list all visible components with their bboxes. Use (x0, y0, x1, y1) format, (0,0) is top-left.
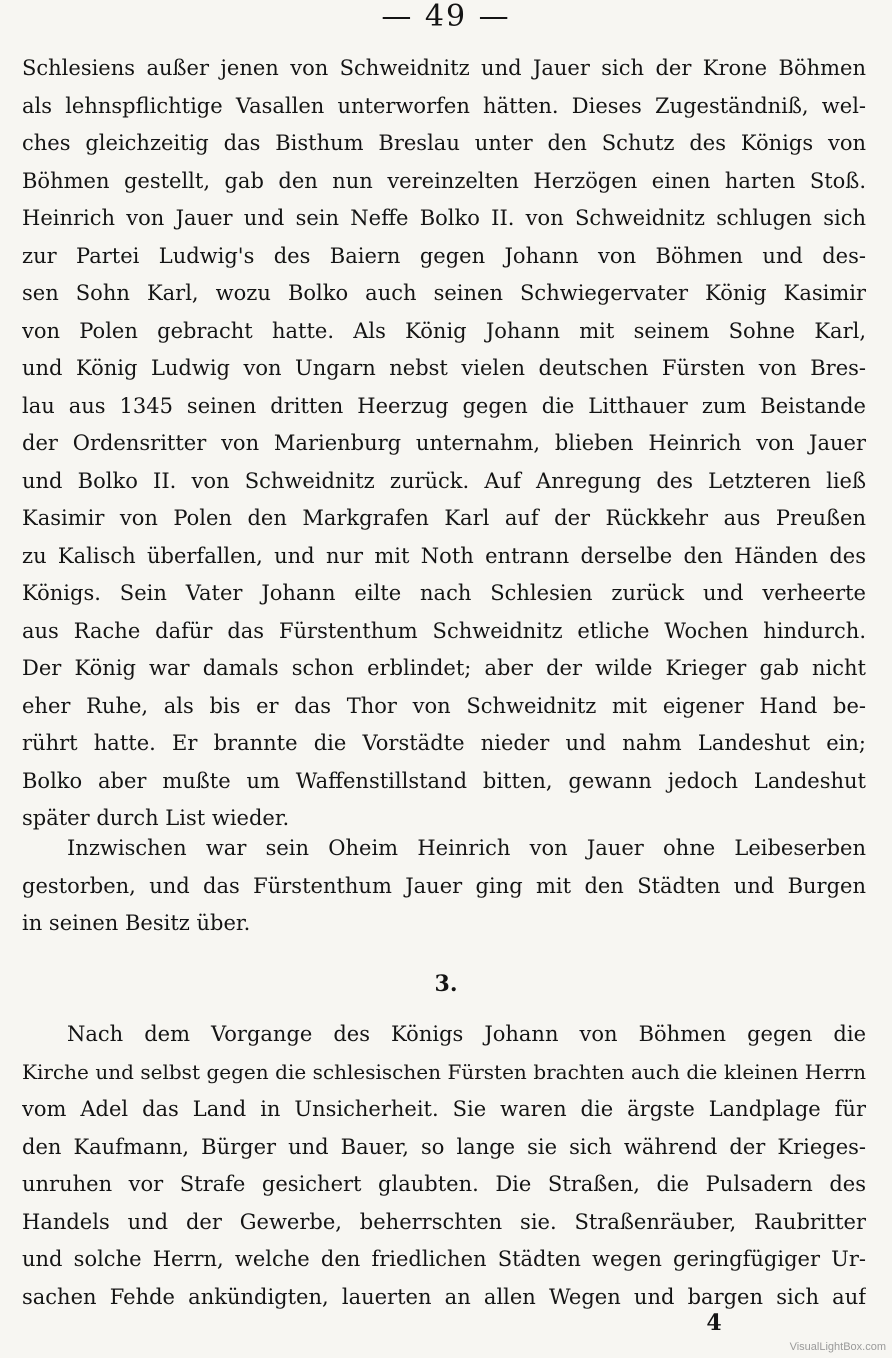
text-line: zur Partei Ludwig's des Baiern gegen Johann von Böhmen und des- (22, 243, 866, 268)
text-line: ches gleichzeitig das Bisthum Breslau unter den Schutz des Königs von (22, 131, 866, 155)
text-line: unruhen vor Strafe gesichert glaubten. Die Straßen, die Pulsadern des (22, 1172, 866, 1196)
text-line: Handels und der Gewerbe, beherrschten sie. Straßenräuber, Raubritter (22, 1209, 866, 1234)
text-line: gestorben, und das Fürstenthum Jauer ging mit den Städten und Burgen (22, 873, 866, 898)
text-line: als lehnspflichtige Vasallen unterworfen hätten. Dieses Zugeständniß, wel- (22, 93, 866, 118)
text-line: Königs. Sein Vater Johann eilte nach Schlesien zurück und verheerte (22, 581, 866, 605)
text-line: den Kaufmann, Bürger und Bauer, so lange sie sich während der Krieges- (22, 1134, 866, 1159)
text-line: Heinrich von Jauer und sein Neffe Bolko II. von Schweidnitz schlugen sich (22, 206, 866, 230)
text-line: aus Rache dafür das Fürstenthum Schweidnitz etliche Wochen hindurch. (22, 618, 866, 643)
text-line: Bolko aber mußte um Waffenstillstand bitten, gewann jedoch Landeshut (22, 768, 866, 793)
paragraph-2 (22, 830, 866, 943)
text-line: Kirche und selbst gegen die schlesischen Fürsten brachten auch die kleinen Herrn (22, 1059, 866, 1084)
page-number: — 49 — (381, 0, 511, 34)
text-line: sen Sohn Karl, wozu Bolko auch seinen Schwiegervater König Kasimir (22, 281, 866, 305)
text-line: und König Ludwig von Ungarn nebst vielen deutschen Fürsten von Bres- (22, 356, 866, 380)
text-line: Böhmen gestellt, gab den nun vereinzelten Herzögen einen harten Stoß. (22, 168, 866, 193)
paragraph-3 (22, 1016, 866, 1316)
text-line: und solche Herrn, welche den friedlichen Städten wegen geringfügiger Ur- (22, 1247, 866, 1271)
text-line: Der König war damals schon erblindet; aber der wilde Krieger gab nicht (22, 656, 866, 680)
text-line: später durch List wieder. (22, 806, 290, 830)
text-line: von Polen gebracht hatte. Als König Johann mit seinem Sohne Karl, (22, 318, 866, 343)
signature-mark: 4 (706, 1310, 722, 1336)
text-line: rührt hatte. Er brannte die Vorstädte nieder und nahm Landeshut ein; (22, 731, 866, 755)
text-line: Inzwischen war sein Oheim Heinrich von Jauer ohne Leibeserben (67, 836, 866, 860)
text-line: lau aus 1345 seinen dritten Heerzug gegen die Litthauer zum Beistande (22, 393, 866, 418)
text-line: eher Ruhe, als bis er das Thor von Schweidnitz mit eigener Hand be- (22, 693, 866, 718)
watermark: VisualLightBox.com (789, 1341, 886, 1353)
text-line: vom Adel das Land in Unsicherheit. Sie waren die ärgste Landplage für (22, 1097, 866, 1121)
text-line: Kasimir von Polen den Markgrafen Karl auf der Rückkehr aus Preußen (22, 506, 866, 530)
text-line: und Bolko II. von Schweidnitz zurück. Auf Anregung des Letzteren ließ (22, 468, 866, 493)
text-line: zu Kalisch überfallen, und nur mit Noth entrann derselbe den Händen des (22, 543, 866, 568)
text-line: Schlesiens außer jenen von Schweidnitz und Jauer sich der Krone Böhmen (22, 56, 866, 80)
paragraph-1 (22, 50, 866, 838)
section-number: 3. (434, 971, 458, 997)
text-line: in seinen Besitz über. (22, 911, 251, 935)
text-line: der Ordensritter von Marienburg unternahm, blieben Heinrich von Jauer (22, 431, 866, 455)
text-line: Nach dem Vorgange des Königs Johann von Böhmen gegen die (67, 1022, 866, 1046)
text-line: sachen Fehde ankündigten, lauerten an allen Wegen und bargen sich auf (22, 1284, 866, 1309)
